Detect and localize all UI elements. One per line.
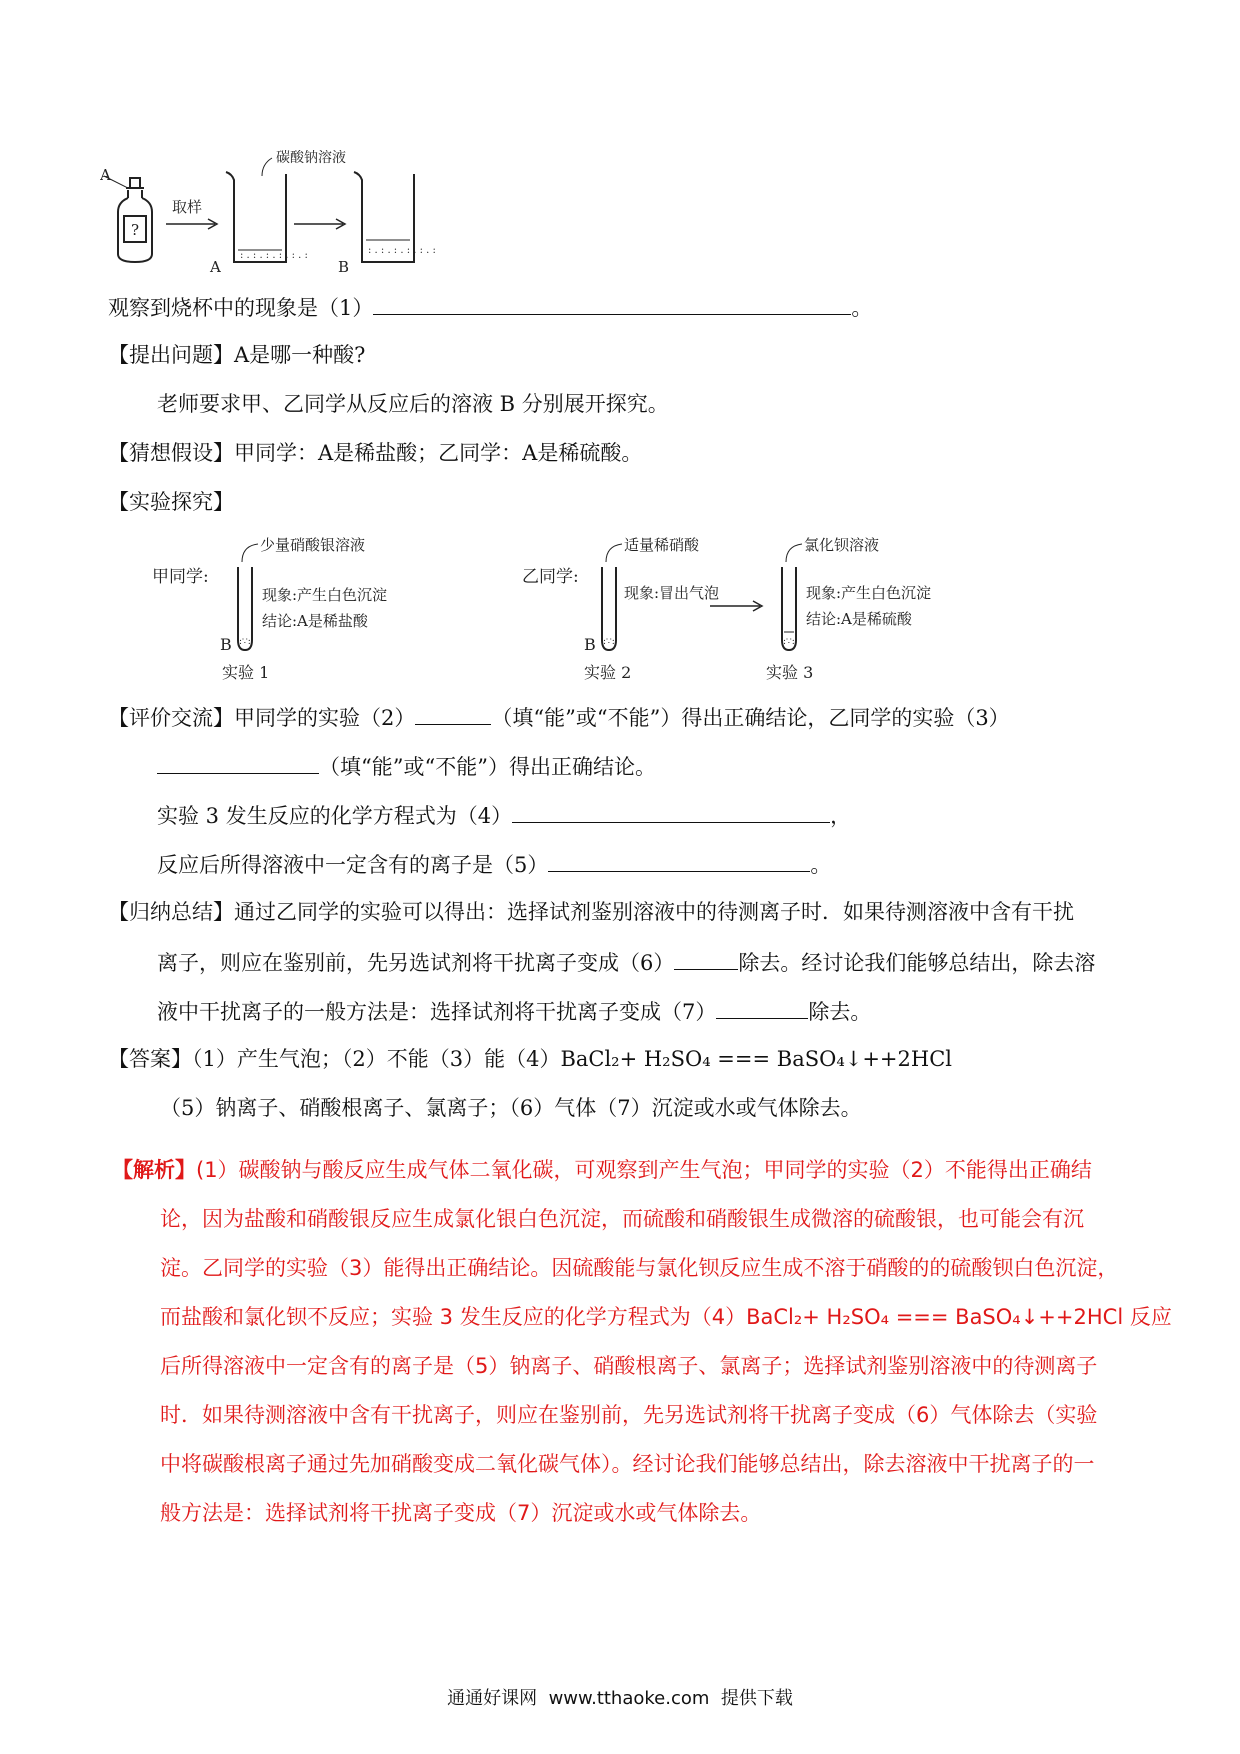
yi-phenomenon-2: 现象:冒出气泡 [624, 584, 720, 602]
beaker-b-label: B [338, 258, 350, 275]
figure-experiments [150, 532, 970, 682]
bottle-label: A [100, 166, 111, 184]
analysis-line-1 [112, 1156, 1092, 1184]
tube-2-label: B [584, 635, 596, 654]
jia-reagent: 少量硝酸银溶液 [260, 536, 366, 554]
evaluation-text-2: （填“能”或“不能”）得出正确结论。 [319, 755, 656, 779]
reagent-label: 碳酸钠溶液 [276, 150, 346, 166]
page-footer: 通通好课网 www.tthaoke.com 提供下载 [447, 1688, 793, 1709]
question-text: A是哪一种酸? [234, 343, 366, 367]
evaluation-text-4-suffix: 。 [810, 853, 832, 877]
svg-text::∵:: :∵: [783, 637, 795, 647]
figure-sampling [100, 150, 460, 275]
summary-text-2b: 除去。经讨论我们能够总结出，除去溶 [738, 951, 1096, 975]
evaluation-line-1 [108, 702, 1010, 732]
jia-phenomenon: 现象:产生白色沉淀 [262, 586, 388, 604]
analysis-line-8: 般方法是：选择试剂将干扰离子变成（7）沉淀或水或气体除去。 [160, 1501, 762, 1525]
summary-text-1: 通过乙同学的实验可以得出：选择试剂鉴别溶液中的待测离子时．如果待测溶液中含有干扰 [234, 900, 1074, 924]
hypothesis-line [108, 439, 642, 467]
summary-text-2a: 离子，则应在鉴别前，先另选试剂将干扰离子变成（6） [157, 951, 675, 975]
beaker-a-label: A [210, 258, 221, 275]
evaluation-text-1a: 甲同学的实验（2） [234, 706, 416, 730]
blank-2[interactable] [415, 702, 491, 725]
answer-tag: 【答案】 [108, 1047, 192, 1071]
analysis-line-5: 后所得溶液中一定含有的离子是（5）钠离子、硝酸根离子、氯离子；选择试剂鉴别溶液中的待测离子 [160, 1354, 1098, 1378]
evaluation-text-3: 实验 3 发生反应的化学方程式为（4） [157, 804, 513, 828]
svg-text:: . : . : . : . : . :: : . : . : . : . : . : [240, 250, 308, 261]
blank-5[interactable] [548, 849, 810, 872]
jia-student: 甲同学: [152, 567, 209, 587]
experiment-heading: 【实验探究】 [108, 490, 234, 514]
evaluation-text-4: 反应后所得溶液中一定含有的离子是（5） [157, 853, 549, 877]
question-tag: 【提出问题】 [108, 343, 234, 367]
evaluation-line-2 [157, 751, 656, 781]
blank-1[interactable] [373, 292, 851, 315]
analysis-tag: 【解析】 [112, 1158, 196, 1182]
bottle-mark: ? [131, 221, 140, 239]
instruction-line: 老师要求甲、乙同学从反应后的溶液 B 分别展开探究。 [157, 392, 669, 416]
evaluation-tag: 【评价交流】 [108, 706, 234, 730]
analysis-line-4: 而盐酸和氯化钡不反应；实验 3 发生反应的化学方程式为（4）BaCl₂+ H₂SO₄ === BaSO₄↓++2HCl 反应 [160, 1305, 1172, 1329]
svg-text:: . : . : . : . : . :: : . : . : . : . : . : [368, 245, 436, 256]
svg-text::∵:: :∵: [603, 637, 615, 647]
blank-7[interactable] [716, 996, 808, 1019]
blank-6[interactable] [674, 947, 738, 970]
yi-caption-3: 实验 3 [766, 663, 814, 682]
yi-caption-2: 实验 2 [584, 663, 632, 682]
hypothesis-text: 甲同学：A是稀盐酸；乙同学：A是稀硫酸。 [234, 441, 643, 465]
analysis-line-7: 中将碳酸根离子通过先加硝酸变成二氧化碳气体）。经讨论我们能够总结出，除去溶液中干扰离子的一 [160, 1452, 1095, 1476]
beaker-a [226, 172, 286, 262]
blank-4[interactable] [512, 800, 830, 823]
jia-conclusion: 结论:A是稀盐酸 [262, 612, 368, 630]
analysis-line-2: 论，因为盐酸和硝酸银反应生成氯化银白色沉淀，而硫酸和硝酸银生成微溶的硫酸银，也可能会有沉 [160, 1207, 1084, 1231]
jia-caption: 实验 1 [222, 663, 270, 682]
yi-reagent-2: 适量稀硝酸 [624, 536, 700, 554]
observation-suffix: 。 [851, 296, 873, 320]
yi-student: 乙同学: [522, 567, 579, 587]
analysis-text: (1）碳酸钠与酸反应生成气体二氧化碳，可观察到产生气泡；甲同学的实验（2）不能得出正确结 [196, 1158, 1092, 1182]
arrow-label: 取样 [172, 198, 203, 216]
answer-text-1: （1）产生气泡；（2）不能（3）能（4）BaCl₂+ H₂SO₄ === BaSO₄↓++2HCl [192, 1047, 952, 1071]
summary-text-3a: 液中干扰离子的一般方法是：选择试剂将干扰离子变成（7） [157, 1000, 717, 1024]
summary-tag: 【归纳总结】 [108, 900, 234, 924]
analysis-line-6: 时．如果待测溶液中含有干扰离子，则应在鉴别前，先另选试剂将干扰离子变成（6）气体除去（实验 [160, 1403, 1098, 1427]
answer-line-2: （5）钠离子、硝酸根离子、氯离子；（6）气体（7）沉淀或水或气体除去。 [160, 1096, 862, 1120]
observation-line [108, 292, 872, 322]
summary-text-3b: 除去。 [808, 1000, 872, 1024]
evaluation-text-3-suffix: ， [830, 804, 852, 828]
answer-line-1 [108, 1045, 952, 1073]
hypothesis-tag: 【猜想假设】 [108, 441, 234, 465]
tube-1-label: B [220, 635, 232, 654]
observation-prefix: 观察到烧杯中的现象是（1） [108, 296, 374, 320]
question-line [108, 341, 365, 369]
blank-3[interactable] [157, 751, 319, 774]
yi-conclusion-3: 结论:A是稀硫酸 [806, 610, 912, 628]
analysis-line-3: 淀。乙同学的实验（3）能得出正确结论。因硫酸能与氯化钡反应生成不溶于硝酸的的硫酸钡白色沉淀， [160, 1256, 1119, 1280]
summary-line-3 [157, 996, 871, 1026]
evaluation-line-4 [157, 849, 831, 879]
yi-phenomenon-3: 现象:产生白色沉淀 [806, 584, 932, 602]
svg-text::∵:: :∵: [239, 637, 251, 647]
evaluation-text-1b: （填“能”或“不能”）得出正确结论，乙同学的实验（3） [491, 706, 1010, 730]
reagent-bottle [118, 178, 152, 262]
evaluation-line-3 [157, 800, 851, 830]
summary-line-2 [157, 947, 1095, 977]
summary-line-1 [108, 898, 1074, 926]
yi-reagent-3: 氯化钡溶液 [804, 536, 880, 554]
